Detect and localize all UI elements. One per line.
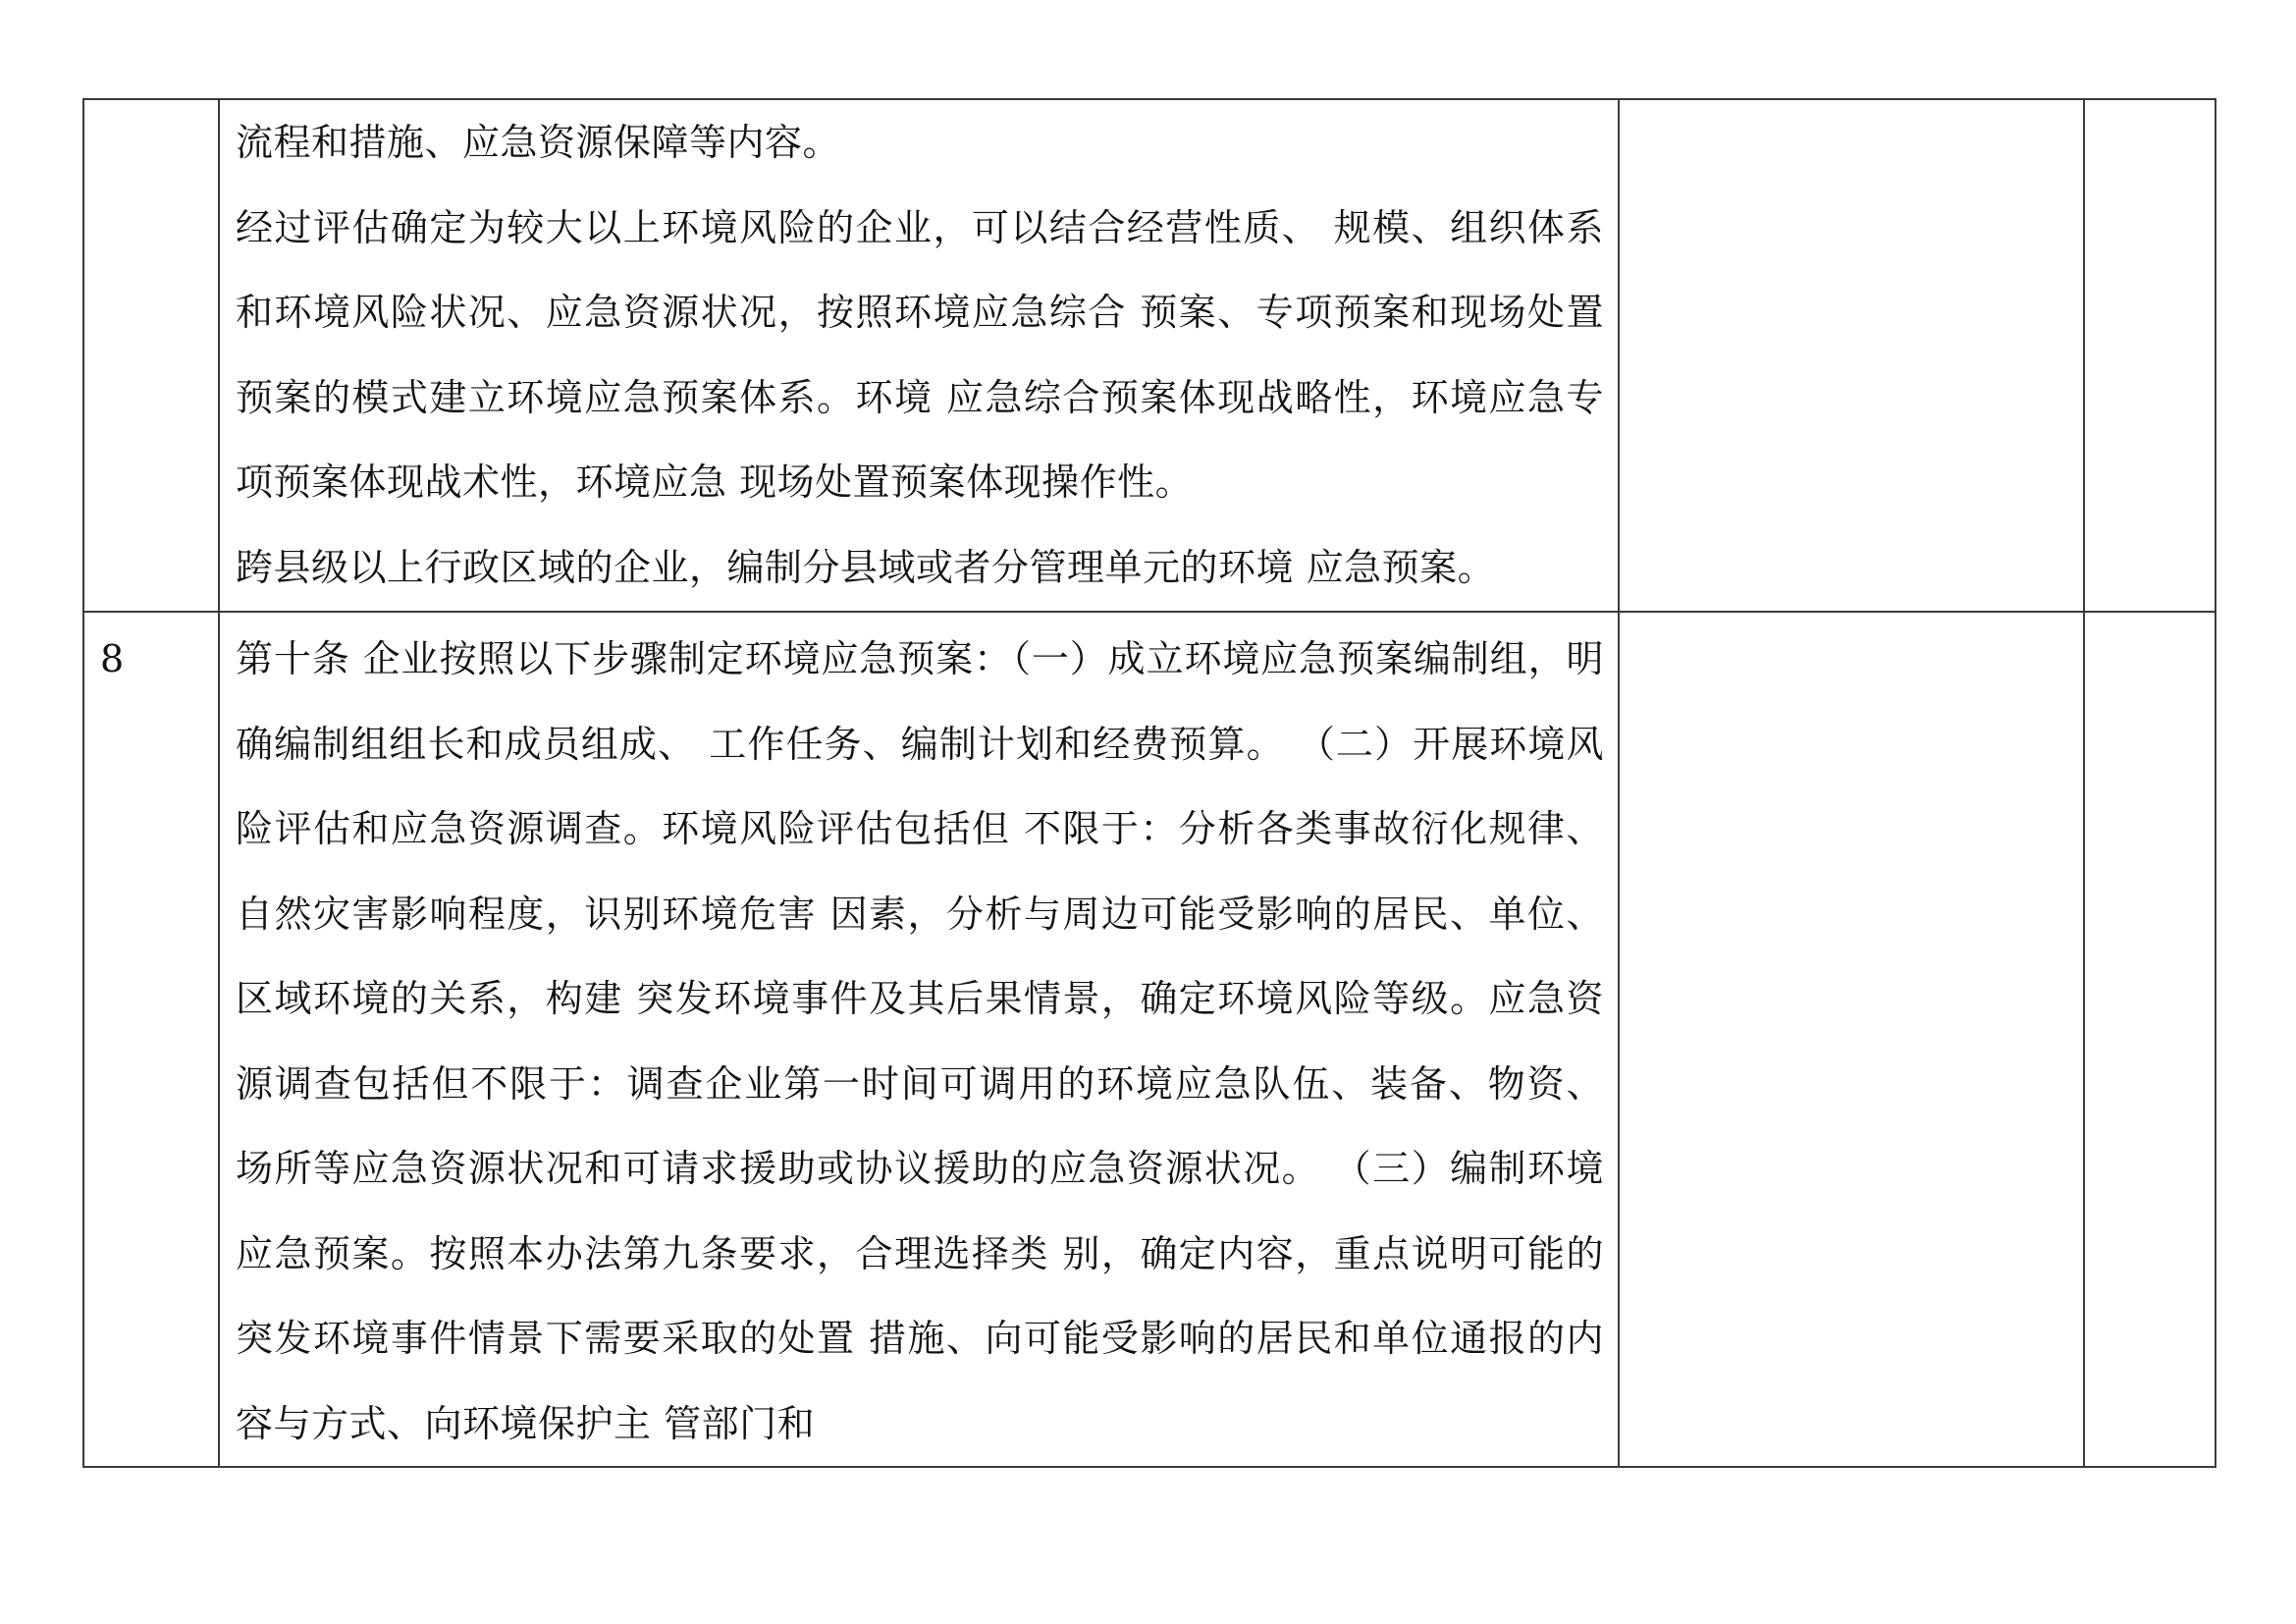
empty-cell-col4 — [2084, 612, 2216, 1467]
row-number: 8 — [100, 637, 125, 680]
empty-cell-col4 — [2084, 99, 2216, 612]
table-row — [83, 99, 2216, 612]
document-table — [82, 98, 2216, 1468]
clause-text-cell — [219, 99, 1619, 612]
clause-paragraph: 经过评估确定为较大以上环境风险的企业，可以结合经营性质、 规模、组织体系和环境风险状况、应急资源状况，按照环境应急综合 预案、专项预案和现场处置预案的模式建立环境应急预案体系。环境 应急综合预案体现战略性，环境应急专项预案体现战术性，环境应急 现场处置预案体现操作性。 — [236, 205, 1604, 504]
clause-text-cell — [219, 612, 1619, 1467]
row-number-cell — [83, 612, 219, 1467]
clause-paragraph: 流程和措施、应急资源保障等内容。 — [236, 121, 841, 164]
clause-paragraph: 第十条 企业按照以下步骤制定环境应急预案：（一）成立环境应急预案编制组，明确编制组组长和成员组成、 工作任务、编制计划和经费预算。 （二）开展环境风险评估和应急资源调查。环境风险评估包括但 不限于：分析各类事故衍化规律、自然灾害影响程度，识别环境危害 因素，分析与周边可能受影响的居民、单位、区域环境的关系，构建 突发环境事件及其后果情景，确定环境风险等级。应急资源调查包括但不限于：调查企业第一时间可调用的环境应急队伍、装备、物资、 场所等应急资源状况和可请求援助或协议援助的应急资源状况。 （三）编制环境应急预案。按照本办法第九条要求，合理选择类 别，确定内容，重点说明可能的突发环境事件情景下需要采取的处置 措施、向可能受影响的居民和单位通报的内容与方式、向环境保护主 管部门和 — [236, 637, 1604, 1445]
table-row — [83, 612, 2216, 1467]
clause-paragraph: 跨县级以上行政区域的企业，编制分县域或者分管理单元的环境 应急预案。 — [236, 545, 1496, 589]
empty-cell-col3 — [1619, 99, 2084, 612]
empty-cell-col3 — [1619, 612, 2084, 1467]
row-number-cell — [83, 99, 219, 612]
